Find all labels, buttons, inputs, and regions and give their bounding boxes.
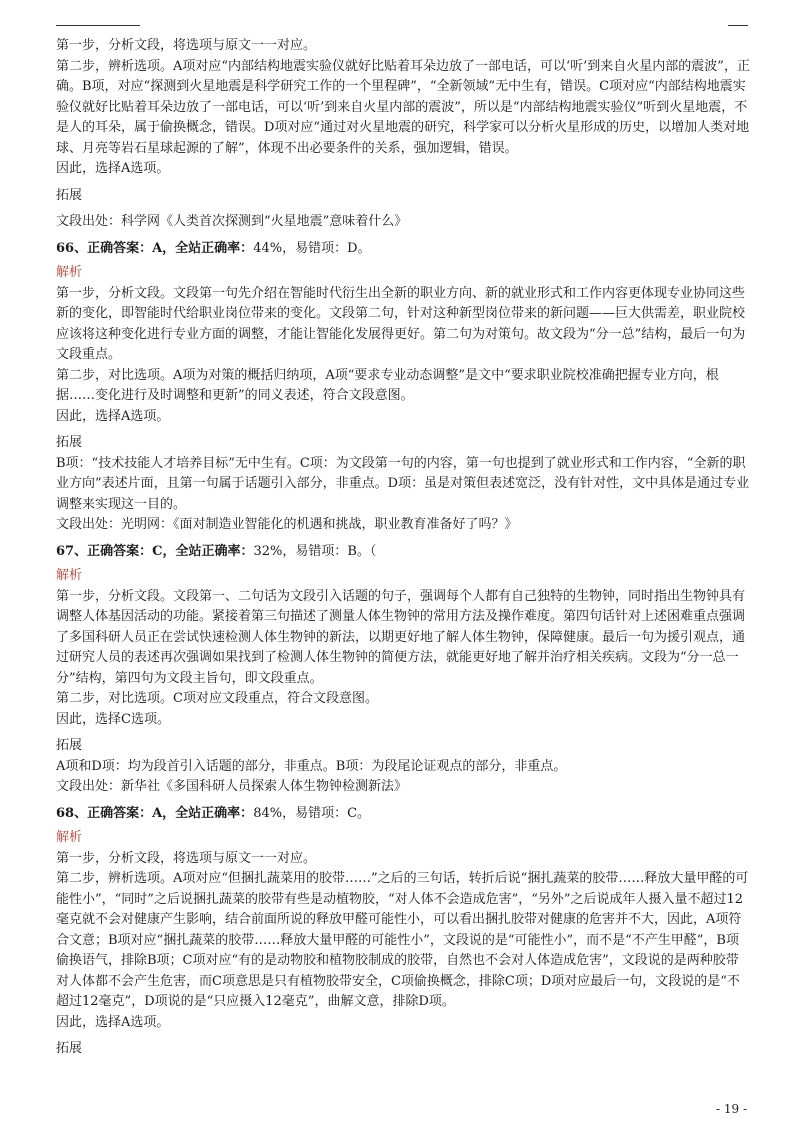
- q67-source: 文段出处：新华社《多国科研人员探索人体生物钟检测新法》: [56, 779, 408, 794]
- q66-conclusion: 因此，选择A选项。: [56, 408, 170, 424]
- q68-step2: 第二步，辨析选项。A项对应“但捆扎蔬菜用的胶带……”之后的三句话，转折后说“捆扎蔬菜的胶带……释放大量甲醛的可能性小”，“同时”之后说捆扎蔬菜的胶带有些是动植物胶，“对人体不会造成危害”，“另外”之后说成年人摄入量不超过12毫克就不会对健康产生影响，结合前面所说的释放甲醛可能性小，可以看出捆扎胶带对健康的危害并不大，因此，A项符合文意；B项对应“捆扎蔬菜的胶带……释放大量甲醛的可能性小”，文段说的是“可能性小”，而不是“不产生甲醛”，B项偷换语气，排除B项；C项对应“有的是动物胶和植物胶制成的胶带，自然也不会对人体造成危害”，文段说的是两种胶带对人体都不会产生危害，而C项意思是只有植物胶带安全，C项偷换概念，排除C项；D项对应最后一句，文段说的是“不超过12毫克”，D项说的是“只应摄入12毫克”，曲解文意，排除D项。: [56, 871, 749, 1009]
- q67-jiexi-heading: 解析: [56, 568, 83, 583]
- q66-wrong: ，易错项：D。: [282, 240, 371, 256]
- q66-answer-line: 66、正确答案：A，全站正确率：: [56, 240, 254, 256]
- q66-step1: 第一步，分析文段。文段第一句先介绍在智能时代衍生出全新的职业方向、新的就业形式和工作内容更体现专业协同这些新的变化，即智能时代给职业岗位带来的变化。文段第二句，针对这种新型岗位带来的新问题——巨大供需差，职业院校应该将这种变化进行专业方面的调整，才能让智能化发展得更好。第二句为对策句。故文段为“分一总”结构，最后一句为文段重点。: [56, 285, 746, 362]
- q66-jiexi-heading: 解析: [56, 265, 83, 280]
- q67-wrong: ，易错项：B。（: [282, 543, 377, 559]
- q67-rate: 32%: [253, 543, 283, 559]
- q65-tuozhan-heading: 拓展: [56, 187, 83, 203]
- q66-source: 文段出处：光明网：《面对制造业智能化的机遇和挑战，职业教育准备好了吗？》: [56, 517, 518, 532]
- q65-step1: 第一步，分析文段，将选项与原文一一对应。: [56, 38, 317, 53]
- q68-step1: 第一步，分析文段，将选项与原文一一对应。: [56, 850, 317, 866]
- page-content: [56, 36, 750, 1060]
- q66-rate: 44%: [253, 240, 283, 256]
- q65-step2: 第二步，辨析选项。A项对应“内部结构地震实验仪就好比贴着耳朵边放了一部电话，可以‘听’到来自火星内部的震波”，正确。B项，对应“探测到火星地震是科学研究工作的一个里程碑”，“全新领域”无中生有，错误。C项对应“内部结构地震实验仪就好比贴着耳朵边放了一部电话，可以‘听’到来自火星内部的震波”，所以是“内部结构地震实验仪”听到火星地震，不是人的耳朵，属于偷换概念，错误。D项对应“通过对火星地震的研究，科学家可以分析火星形成的历史，以增加人类对地球、月亮等岩石星球起源的了解”，体现不出必要条件的关系，强加逻辑，错误。: [56, 58, 750, 156]
- q67-conclusion: 因此，选择C选项。: [56, 711, 170, 727]
- q67-tuozhan-heading: 拓展: [56, 738, 83, 753]
- q65-source: 文段出处：科学网《人类首次探测到“火星地震”意味着什么》: [56, 214, 408, 229]
- q65-conclusion: 因此，选择A选项。: [56, 161, 170, 176]
- q66-step2: 第二步，对比选项。A项为对策的概括归纳项，A项“要求专业动态调整”是文中“要求职业院校准确把握专业方向，根据……变化进行及时调整和更新”的同义表述，符合文段意图。: [56, 367, 719, 403]
- q66-tuozhan-heading: 拓展: [56, 435, 83, 450]
- q66-tuozhan-text: B项：“技术技能人才培养目标”无中生有。C项：为文段第一句的内容，第一句也提到了就业形式和工作内容，“全新的职业方向”表述片面，且第一句属于话题引入部分，非重点。D项：虽是对策但表述宽泛，没有针对性，文中具体是通过专业调整来实现这一目的。: [56, 455, 750, 512]
- q68-rate: 84%: [253, 805, 283, 821]
- page-number: - 19 -: [716, 1102, 748, 1116]
- q68-answer: [56, 804, 750, 825]
- q67-step1: 第一步，分析文段。文段第一、二句话为文段引入话题的句子，强调每个人都有自己独特的生物钟，同时指出生物钟具有调整人体基因活动的功能。紧接着第三句描述了测量人体生物钟的常用方法及操作难度。第四句话针对上述困难重点强调了多国科研人员正在尝试快速检测人体生物钟的新法，以期更好地了解人体生物钟，保障健康。最后一句为援引观点，通过研究人员的表述再次强调如果找到了检测人体生物钟的简便方法，就能更好地了解并治疗相关疾病。文段为“分一总一分”结构，第四句为文段主旨句，即文段重点。: [56, 588, 746, 686]
- q67-step2: 第二步，对比选项。C项对应文段重点，符合文段意图。: [56, 691, 378, 706]
- q68-jiexi-heading: 解析: [56, 830, 83, 845]
- q67-tuozhan-text: A项和D项：均为段首引入话题的部分，非重点。B项：为段尾论证观点的部分，非重点。: [56, 758, 567, 774]
- q68-conclusion: 因此，选择A选项。: [56, 1014, 170, 1030]
- q67-answer: [56, 542, 750, 563]
- header-rule-right: [728, 25, 748, 26]
- q68-answer-line: 68、正确答案：A，全站正确率：: [56, 805, 254, 821]
- header-rule-left: [56, 25, 140, 26]
- q68-tuozhan-heading: 拓展: [56, 1041, 83, 1056]
- q68-wrong: ，易错项：C。: [282, 805, 371, 821]
- q67-answer-line: 67、正确答案：C，全站正确率：: [56, 543, 254, 559]
- q66-answer: [56, 239, 750, 260]
